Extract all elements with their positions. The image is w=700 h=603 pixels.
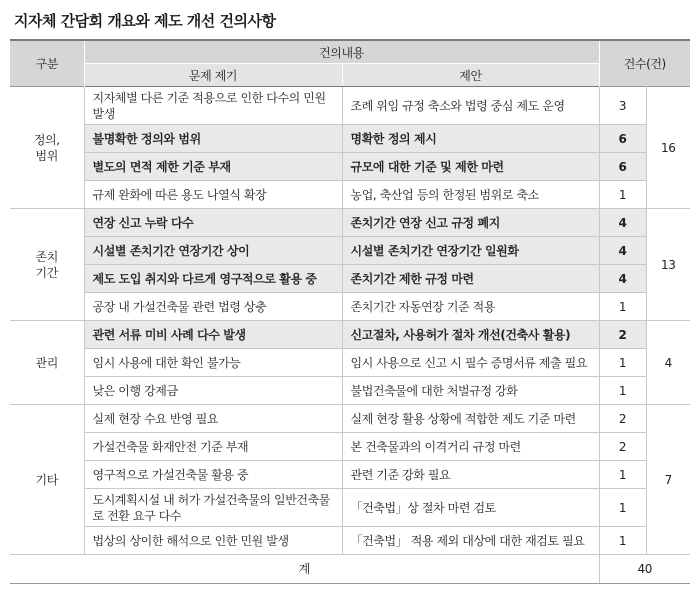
proposal-cell: 「건축법」 적용 제외 대상에 대한 재검토 필요 <box>342 527 599 555</box>
proposal-cell: 시설별 존치기간 연장기간 일원화 <box>342 237 599 265</box>
problem-cell: 연장 신고 누락 다수 <box>84 209 342 237</box>
table-container <box>10 39 690 584</box>
count-cell: 6 <box>599 125 646 153</box>
table-row <box>10 265 690 293</box>
total-value: 40 <box>599 555 690 584</box>
proposal-cell: 실제 현장 활용 상황에 적합한 제도 기준 마련 <box>342 405 599 433</box>
problem-cell: 낮은 이행 강제금 <box>84 377 342 405</box>
header-count: 건수(건) <box>599 40 690 87</box>
problem-cell: 가설건축물 화재안전 기준 부재 <box>84 433 342 461</box>
proposal-cell: 존치기간 제한 규정 마련 <box>342 265 599 293</box>
proposal-cell: 관련 기준 강화 필요 <box>342 461 599 489</box>
table-row <box>10 125 690 153</box>
problem-cell: 공장 내 가설건축물 관련 법령 상충 <box>84 293 342 321</box>
table-row <box>10 489 690 527</box>
proposal-cell: 명확한 정의 제시 <box>342 125 599 153</box>
header-content: 건의내용 <box>84 40 599 64</box>
table-body <box>10 87 690 555</box>
header-proposal: 제안 <box>342 64 599 87</box>
count-cell: 6 <box>599 153 646 181</box>
suggestion-table <box>10 39 690 584</box>
table-row <box>10 527 690 555</box>
proposal-cell: 조례 위임 규정 축소와 법령 중심 제도 운영 <box>342 87 599 125</box>
table-row <box>10 181 690 209</box>
header-problem: 문제 제기 <box>84 64 342 87</box>
count-cell: 2 <box>599 433 646 461</box>
header-category: 구분 <box>10 40 84 87</box>
problem-cell: 실제 현장 수요 반영 필요 <box>84 405 342 433</box>
proposal-cell: 규모에 대한 기준 및 제한 마련 <box>342 153 599 181</box>
page-title: 지자체 간담회 개요와 제도 개선 건의사항 <box>14 12 276 30</box>
proposal-cell: 임시 사용으로 신고 시 필수 증명서류 제출 필요 <box>342 349 599 377</box>
count-cell: 1 <box>599 377 646 405</box>
table-row <box>10 153 690 181</box>
group-total-cell: 7 <box>646 405 690 555</box>
proposal-cell: 본 건축물과의 이격거리 규정 마련 <box>342 433 599 461</box>
group-total-cell: 4 <box>646 321 690 405</box>
category-cell: 존치 기간 <box>10 209 84 321</box>
group-total-cell: 16 <box>646 87 690 209</box>
total-row <box>10 555 690 584</box>
problem-cell: 임시 사용에 대한 확인 불가능 <box>84 349 342 377</box>
problem-cell: 불명확한 정의와 범위 <box>84 125 342 153</box>
proposal-cell: 농업, 축산업 등의 한정된 범위로 축소 <box>342 181 599 209</box>
count-cell: 1 <box>599 461 646 489</box>
category-cell: 기타 <box>10 405 84 555</box>
proposal-cell: 존치기간 자동연장 기준 적용 <box>342 293 599 321</box>
problem-cell: 지자체별 다른 기준 적용으로 인한 다수의 민원 발생 <box>84 87 342 125</box>
problem-cell: 도시계획시설 내 허가 가설건축물의 일반건축물로 전환 요구 다수 <box>84 489 342 527</box>
count-cell: 3 <box>599 87 646 125</box>
count-cell: 2 <box>599 405 646 433</box>
proposal-cell: 신고절차, 사용허가 절차 개선(건축사 활용) <box>342 321 599 349</box>
problem-cell: 법상의 상이한 해석으로 인한 민원 발생 <box>84 527 342 555</box>
count-cell: 4 <box>599 237 646 265</box>
problem-cell: 별도의 면적 제한 기준 부재 <box>84 153 342 181</box>
proposal-cell: 「건축법」상 절차 마련 검토 <box>342 489 599 527</box>
problem-cell: 관련 서류 미비 사례 다수 발생 <box>84 321 342 349</box>
category-cell: 정의, 범위 <box>10 87 84 209</box>
table-row <box>10 461 690 489</box>
proposal-cell: 존치기간 연장 신고 규정 폐지 <box>342 209 599 237</box>
table-row <box>10 405 690 433</box>
count-cell: 1 <box>599 293 646 321</box>
table-row <box>10 87 690 125</box>
table-row <box>10 293 690 321</box>
category-cell: 관리 <box>10 321 84 405</box>
problem-cell: 제도 도입 취지와 다르게 영구적으로 활용 중 <box>84 265 342 293</box>
count-cell: 4 <box>599 209 646 237</box>
count-cell: 1 <box>599 181 646 209</box>
count-cell: 4 <box>599 265 646 293</box>
table-row <box>10 377 690 405</box>
table-row <box>10 349 690 377</box>
table-row <box>10 433 690 461</box>
table-row <box>10 209 690 237</box>
table-row <box>10 321 690 349</box>
count-cell: 1 <box>599 527 646 555</box>
group-total-cell: 13 <box>646 209 690 321</box>
problem-cell: 시설별 존치기간 연장기간 상이 <box>84 237 342 265</box>
count-cell: 1 <box>599 349 646 377</box>
problem-cell: 규제 완화에 따른 용도 나열식 확장 <box>84 181 342 209</box>
count-cell: 2 <box>599 321 646 349</box>
count-cell: 1 <box>599 489 646 527</box>
proposal-cell: 불법건축물에 대한 처벌규정 강화 <box>342 377 599 405</box>
total-label: 계 <box>10 555 599 584</box>
problem-cell: 영구적으로 가설건축물 활용 중 <box>84 461 342 489</box>
table-row <box>10 237 690 265</box>
